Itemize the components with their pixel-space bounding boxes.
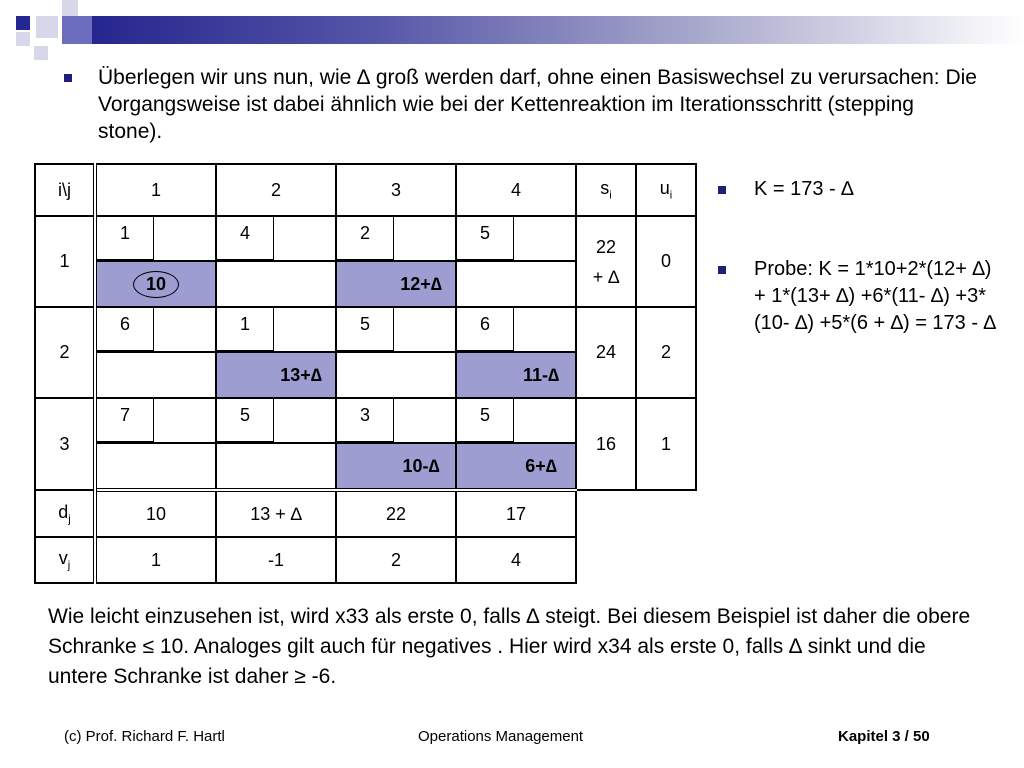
deco-square [34,46,48,60]
cost-cell: 3 [336,398,456,443]
footer-author: (c) Prof. Richard F. Hartl [64,728,225,745]
alloc-cell: 11-∆ [456,352,576,398]
footer-chapter: Kapitel 3 / 50 [838,728,930,745]
u-cell: 2 [636,307,696,398]
v-cell: -1 [216,537,336,583]
cost-cell: 2 [336,216,456,261]
alloc-cell [216,261,336,307]
v-cell: 4 [456,537,576,583]
demand-cell: 10 [95,490,216,537]
alloc-cell: 12+∆ [336,261,456,307]
corner-cell: i\j [35,164,95,216]
col-header: 2 [216,164,336,216]
conclusion-text: Wie leicht einzusehen ist, wird x33 als erste 0, falls ∆ steigt. Bei diesem Beispiel ist daher die obere Schranke ≤ 10. Analoges gilt auch für negatives . Hier wird x34 als erste 0, falls ∆ sinkt und die untere Schranke ist daher ≥ -6. [48,605,971,688]
intro-text: Überlegen wir uns nun, wie ∆ groß werden darf, ohne einen Basiswechsel zu verursachen: Die Vorgangsweise ist dabei ähnlich wie bei der Kettenreaktion im Iterationsschritt (stepping stone). [98,66,977,143]
alloc-cell: 10-∆ [336,443,456,490]
cost-cell: 5 [456,398,576,443]
v-label: $v_j$ [35,537,95,583]
row-label: 3 [35,398,95,490]
d-label: $d_j$ [35,490,95,537]
alloc-cell: 13+∆ [216,352,336,398]
footer-course: Operations Management [418,728,584,745]
deco-square [62,0,78,16]
alloc-cell [216,443,336,490]
demand-cell: 13 + ∆ [216,490,336,537]
cost-cell: 1 [95,216,216,261]
cost-cell: 5 [336,307,456,352]
entering-mark: 10 [133,271,179,298]
transport-table [34,163,697,584]
u-header: $u_i$ [636,164,696,216]
col-header: 4 [456,164,576,216]
v-cell: 2 [336,537,456,583]
k-note: K = 173 - ∆ [754,178,854,200]
alloc-cell [95,352,216,398]
alloc-cell [456,261,576,307]
demand-cell: 17 [456,490,576,537]
deco-square [16,32,30,46]
probe-note: Probe: K = 1*10+2*(12+ ∆) + 1*(13+ ∆) +6*(11- ∆) +3*(10- ∆) +5*(6 + ∆) = 173 - ∆ [754,258,996,334]
supply-cell: 24 [576,307,636,398]
cost-cell: 6 [95,307,216,352]
bullet-icon [64,74,72,82]
empty-cell [636,490,696,537]
demand-cell: 22 [336,490,456,537]
header-gradient-bar [92,16,1024,44]
empty-cell [576,537,636,583]
cost-cell: 5 [216,398,336,443]
row-label: 2 [35,307,95,398]
supply-cell: 16 [576,398,636,490]
empty-cell [576,490,636,537]
u-cell: 0 [636,216,696,307]
cost-cell: 6 [456,307,576,352]
cost-cell: 7 [95,398,216,443]
u-cell: 1 [636,398,696,490]
deco-square [36,16,58,38]
v-cell: 1 [95,537,216,583]
deco-square [62,16,92,44]
deco-square [16,16,30,30]
cost-cell: 5 [456,216,576,261]
supply-cell: 22 + ∆ [576,216,636,307]
s-header: $s_i$ [576,164,636,216]
alloc-cell [336,352,456,398]
alloc-cell [95,443,216,490]
col-header: 3 [336,164,456,216]
row-label: 1 [35,216,95,307]
empty-cell [636,537,696,583]
cost-cell: 1 [216,307,336,352]
cost-cell: 4 [216,216,336,261]
col-header: 1 [95,164,216,216]
alloc-cell: 6+∆ [456,443,576,490]
alloc-cell [95,261,216,307]
